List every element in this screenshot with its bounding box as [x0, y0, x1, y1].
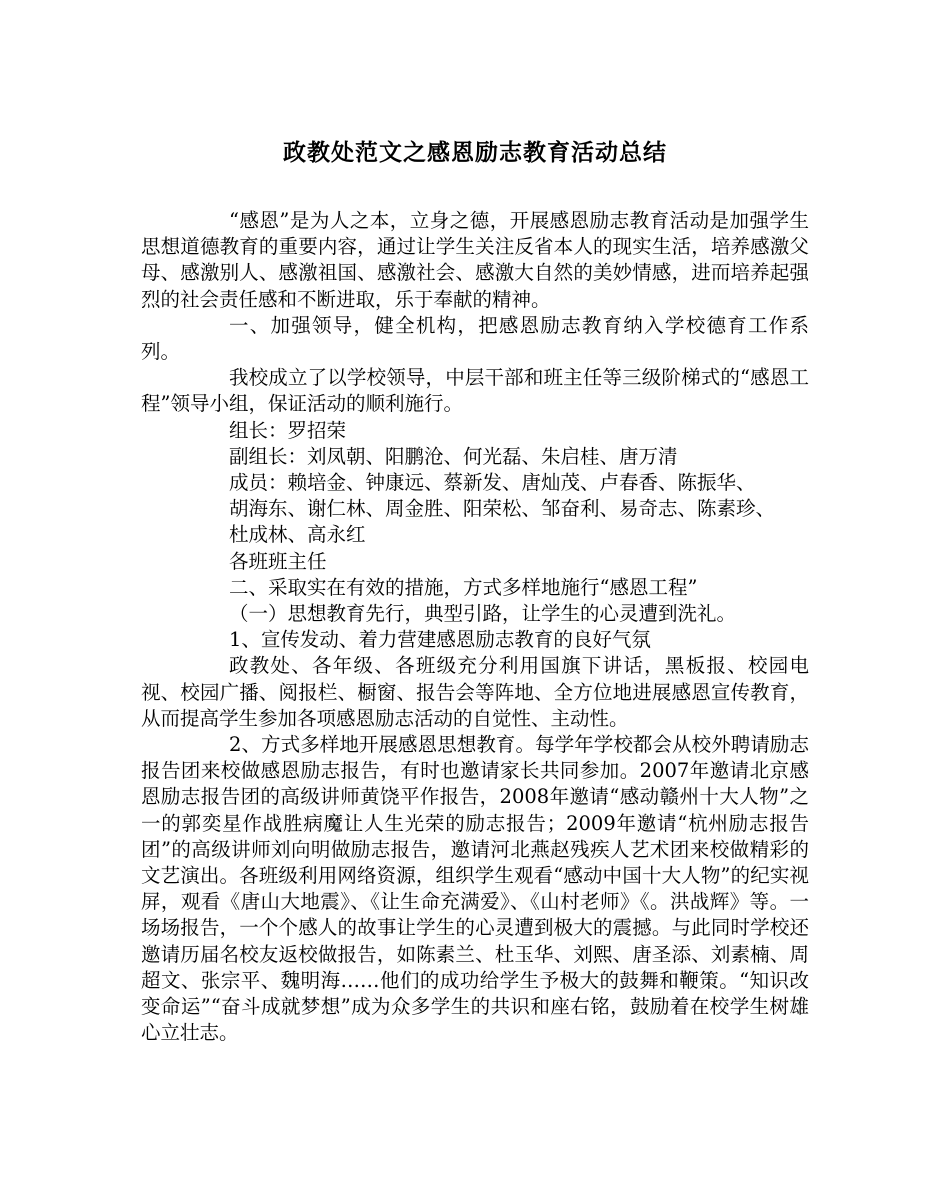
document-title: 政教处范文之感恩励志教育活动总结: [283, 139, 667, 166]
paragraph-activities: 2、方式多样地开展感恩思想教育。每学年学校都会从校外聘请励志报告团来校做感恩励志报告，有时也邀请家长共同参加。2007年邀请北京感恩励志报告团的高级讲师黄饶平作报告，2008年邀请“感动赣州十大人物”之一的郭奕星作战胜病魔让人生光荣的励志报告；2009年邀请“杭州励志报告团”的高级讲师刘向明做励志报告，邀请河北燕赵残疾人艺术团来校做精彩的文艺演出。各班级利用网络资源，组织学生观看“感动中国十大人物”的纪实视屏，观看《唐山大地震》、《让生命充满爱》、《山村老师》《。洪战辉》等。一场场报告，一个个感人的故事让学生的心灵遭到极大的震撼。与此同时学校还邀请历届名校友返校做报告，如陈素兰、杜玉华、刘熙、唐圣添、刘素楠、周超文、张宗平、魏明海……他们的成功给学生予极大的鼓舞和鞭策。“知识改变命运”“奋斗成就梦想”成为众多学生的共识和座右铭，鼓励着在校学生树雄心立壮志。: [141, 733, 809, 1045]
members-line-2: 胡海东、谢仁林、周金胜、阳荣松、邹奋利、易奇志、陈素珍、: [229, 497, 776, 521]
paragraph-publicity: 政教处、各年级、各班级充分利用国旗下讲话，黑板报、校园电视、校园广播、阅报栏、橱窗、报告会等阵地、全方位地进展感恩宣传教育，从而提高学生参加各项感恩励志活动的自觉性、主动性。: [141, 654, 809, 730]
paragraph-leadership: 我校成立了以学校领导，中层干部和班主任等三级阶梯式的“感恩工程”领导小组，保证活动的顺利施行。: [141, 366, 809, 416]
item-heading-1: 1、宣传发动、着力营建感恩励志教育的良好气氛: [229, 628, 651, 652]
class-teachers-line: 各班班主任: [229, 549, 327, 573]
group-leader-line: 组长：罗招荣: [229, 418, 347, 442]
deputy-leader-line: 副组长：刘凤朝、阳鹏沧、何光磊、朱启桂、唐万清: [229, 444, 678, 468]
section-heading-2: 二、采取实在有效的措施，方式多样地施行“感恩工程”: [229, 575, 698, 599]
document-body: [141, 208, 809, 1047]
members-line-3: 杜成林、高永红: [229, 523, 366, 547]
section-heading-1: 一、加强领导，健全机构，把感恩励志教育纳入学校德育工作系列。: [141, 313, 809, 364]
paragraph-intro: “感恩”是为人之本，立身之德，开展感恩励志教育活动是加强学生思想道德教育的重要内容，通过让学生关注反省本人的现实生活，培养感激父母、感激别人、感激祖国、感激社会、感激大自然的美妙情感，进而培养起强烈的社会责任感和不断进取，乐于奉献的精神。: [141, 209, 809, 311]
subsection-heading-1: （一）思想教育先行，典型引路，让学生的心灵遭到洗礼。: [229, 602, 737, 626]
members-line-1: 成员：赖培金、钟康远、蔡新发、唐灿茂、卢春香、陈振华、: [229, 471, 756, 495]
